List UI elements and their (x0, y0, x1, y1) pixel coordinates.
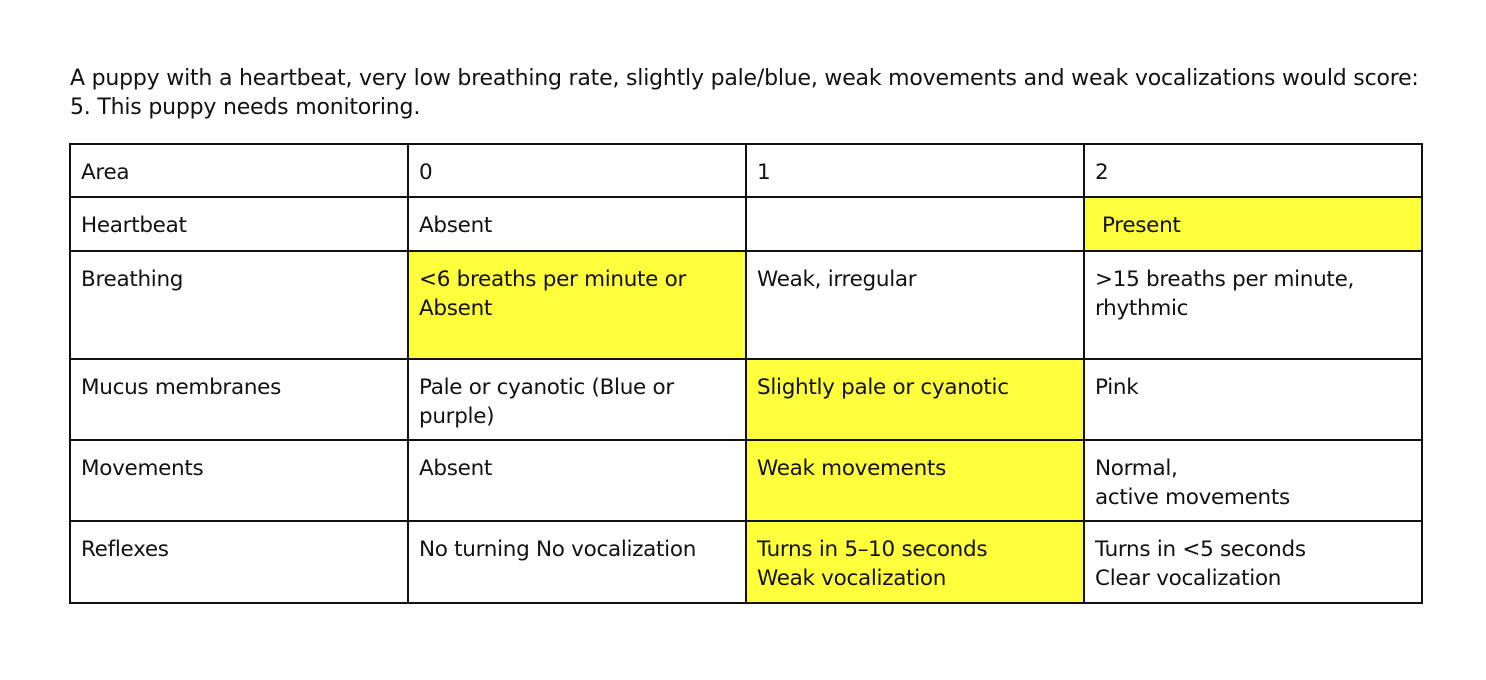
score-2-cell: Turns in <5 seconds Clear vocalization (1084, 521, 1422, 603)
score-1-cell-highlighted: Slightly pale or cyanotic (746, 359, 1084, 440)
table-row-mucus-membranes (70, 359, 1422, 440)
header-cell-area: Area (70, 144, 408, 197)
area-cell: Breathing (70, 251, 408, 359)
header-cell-score-2: 2 (1084, 144, 1422, 197)
puppy-score-table (69, 143, 1423, 604)
score-1-cell (746, 197, 1084, 251)
score-2-cell: >15 breaths per minute, rhythmic (1084, 251, 1422, 359)
table-row-heartbeat (70, 197, 1422, 251)
score-1-cell: Weak, irregular (746, 251, 1084, 359)
score-2-cell: Pink (1084, 359, 1422, 440)
area-cell: Movements (70, 440, 408, 521)
score-0-cell: Pale or cyanotic (Blue or purple) (408, 359, 746, 440)
score-1-cell-highlighted: Weak movements (746, 440, 1084, 521)
header-cell-score-1: 1 (746, 144, 1084, 197)
area-cell: Mucus membranes (70, 359, 408, 440)
score-2-cell: Normal, active movements (1084, 440, 1422, 521)
score-2-cell-highlighted: Present (1084, 197, 1422, 251)
table-row-movements (70, 440, 1422, 521)
score-0-cell: Absent (408, 440, 746, 521)
score-1-cell-highlighted: Turns in 5–10 seconds Weak vocalization (746, 521, 1084, 603)
area-cell: Heartbeat (70, 197, 408, 251)
table-row-reflexes (70, 521, 1422, 603)
score-0-cell: Absent (408, 197, 746, 251)
header-cell-score-0: 0 (408, 144, 746, 197)
score-0-cell: No turning No vocalization (408, 521, 746, 603)
intro-text: A puppy with a heartbeat, very low breathing rate, slightly pale/blue, weak movements and weak vocalizations would score: 5. This puppy needs monitoring. (70, 66, 1419, 120)
table-row-breathing (70, 251, 1422, 359)
score-0-cell-highlighted: <6 breaths per minute or Absent (408, 251, 746, 359)
table-header-row (70, 144, 1422, 197)
area-cell: Reflexes (70, 521, 408, 603)
